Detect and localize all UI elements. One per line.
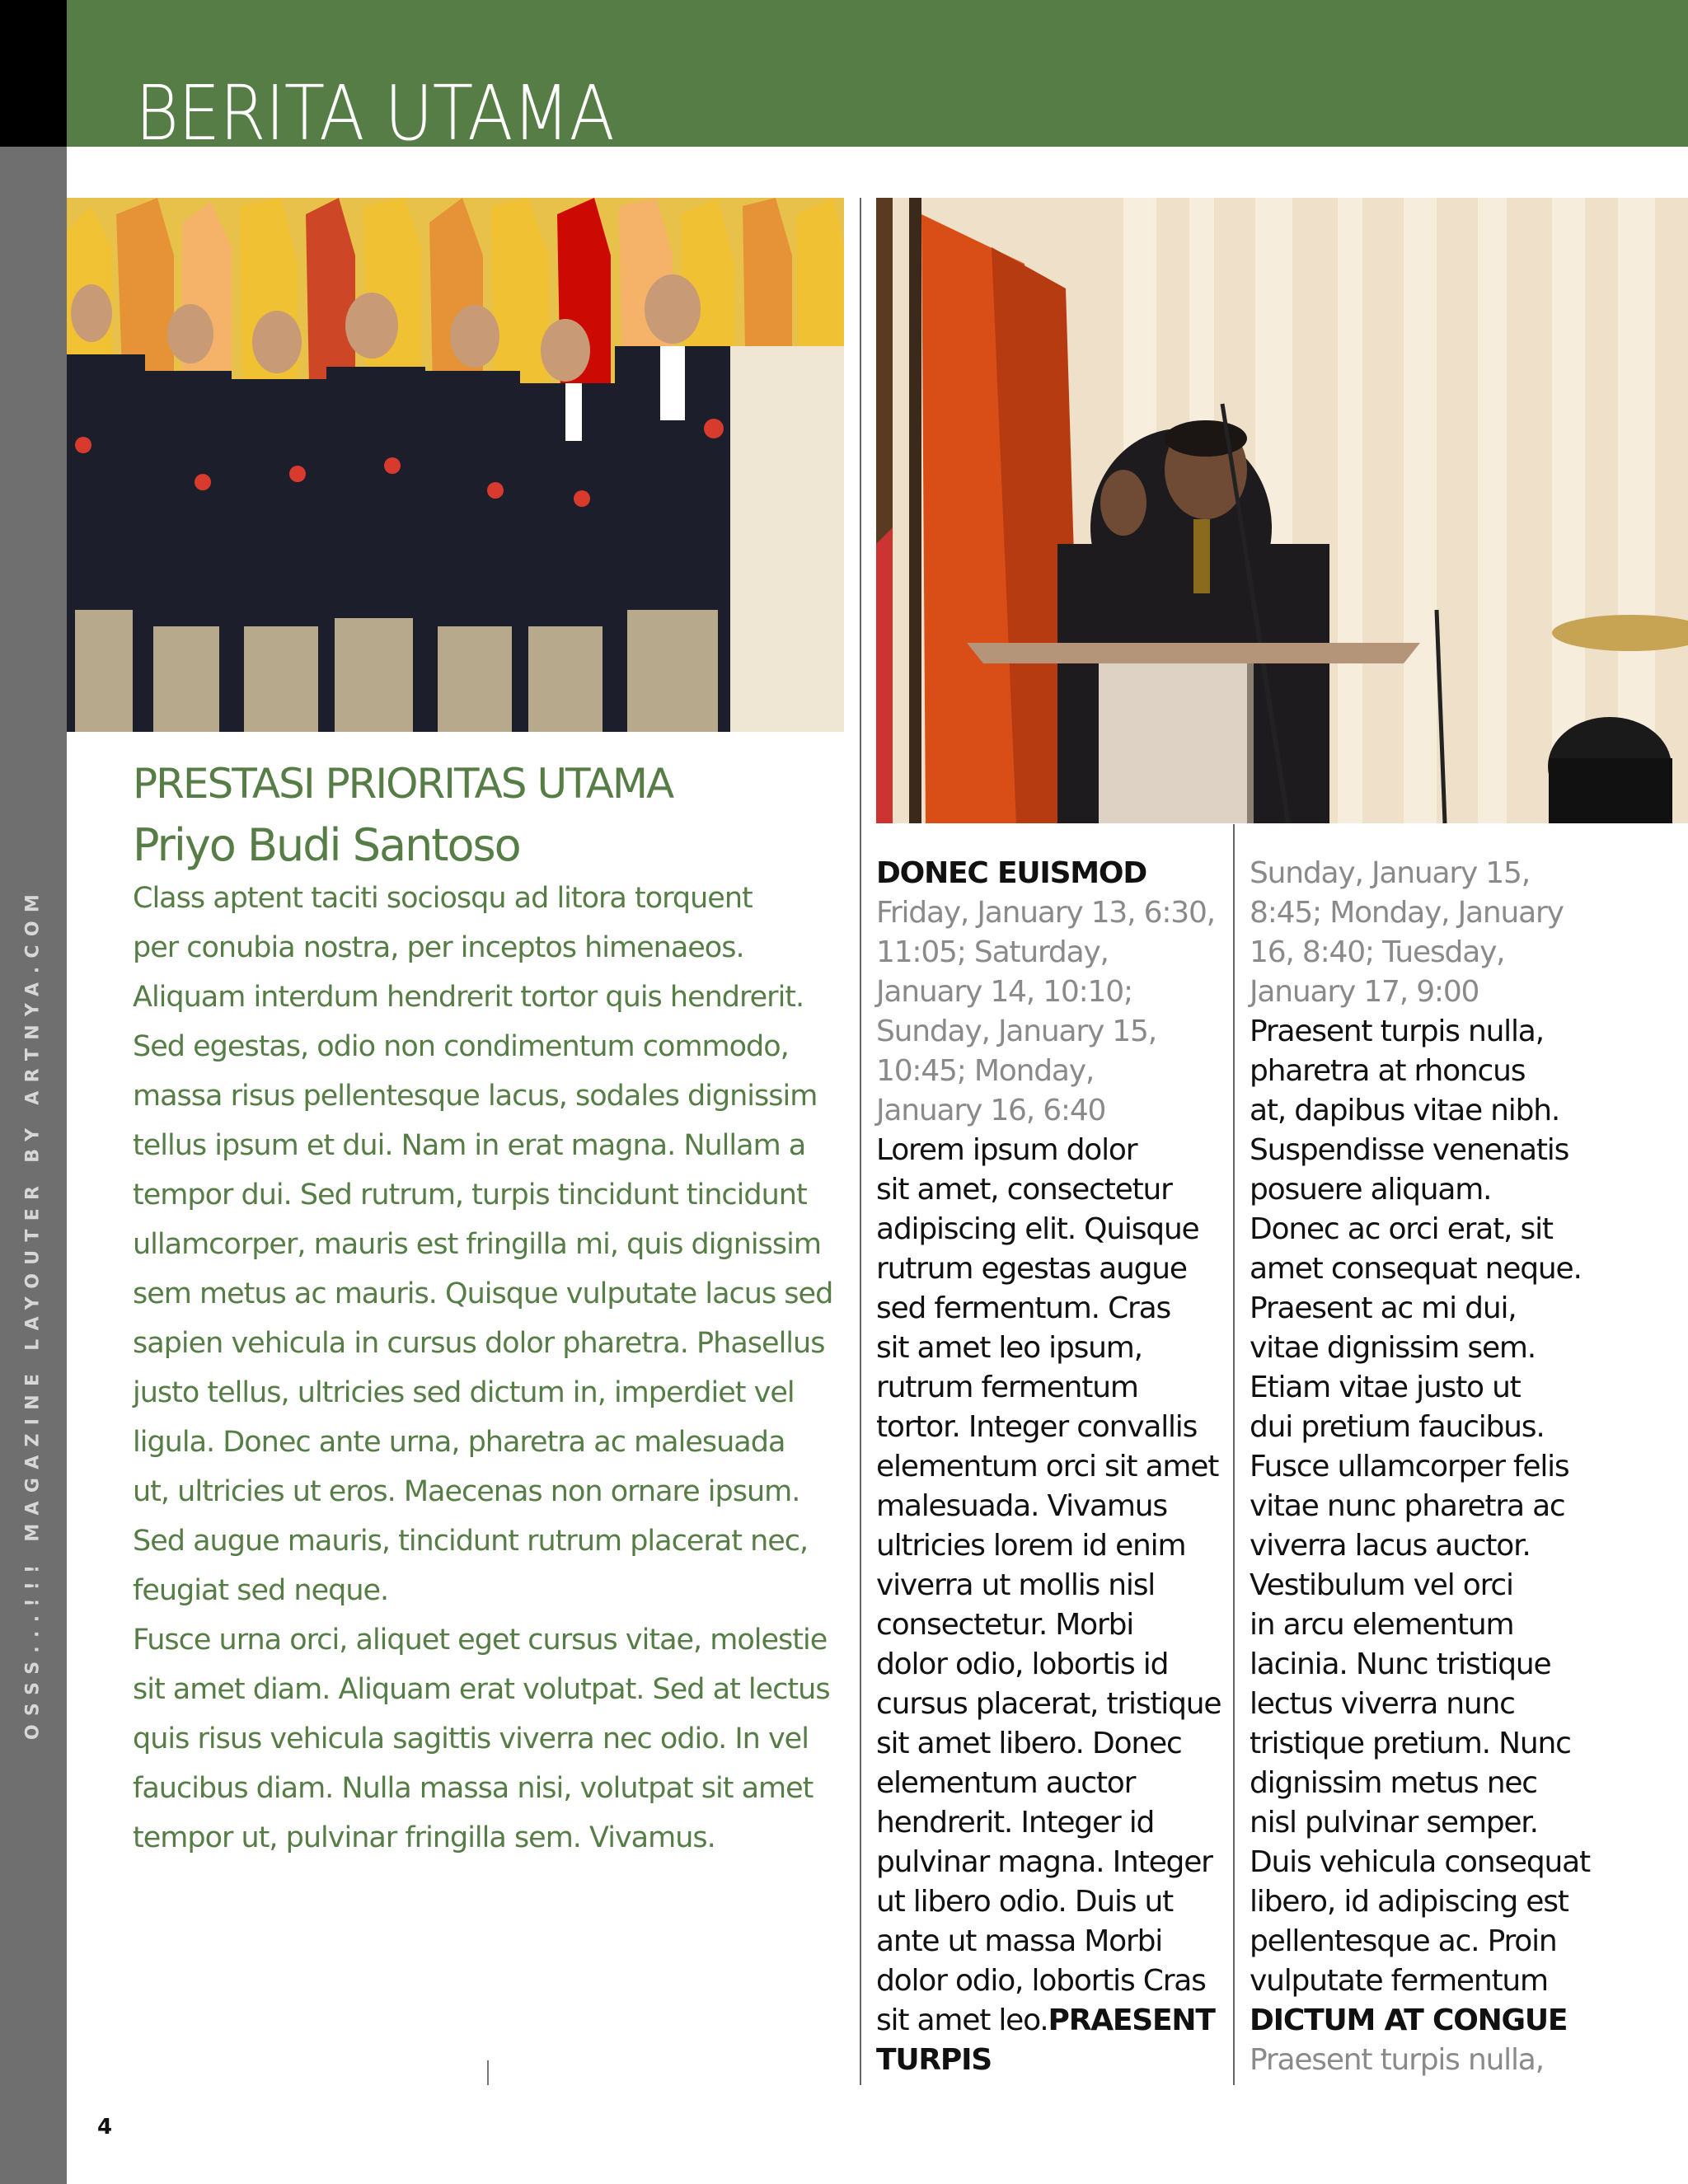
sidebar-strip bbox=[0, 147, 67, 2184]
section-title: BERITA UTAMA bbox=[135, 69, 615, 157]
column-heading: DONEC EUISMOD bbox=[876, 856, 1147, 890]
black-corner-block bbox=[0, 0, 67, 147]
column-body: Praesent turpis nulla, pharetra at rhoncus at, dapibus vitae nibh. Suspendisse venenatis posuere aliquam. Donec ac orci erat, sit amet consequat neque. Praesent ac mi dui, vitae dignissim sem. Etiam vitae justo ut dui pretium faucibus. Fusce ullamcorper felis vitae nunc pharetra ac viverra lacus auctor. Vestibulum vel orci in arcu elementum lacinia. Nunc tristique lectus viverra nunc tristique pretium. Nunc dignissim metus nec nisl pulvinar semper. Duis vehicula consequat libero, id adipiscing est pellentesque ac. Proin vulputate fermentum bbox=[1250, 1015, 1590, 1998]
column-divider-left bbox=[860, 198, 861, 2085]
column-divider-right bbox=[1233, 824, 1235, 2085]
teaser-text: Praesent turpis nulla, bbox=[1250, 2043, 1544, 2077]
article-body bbox=[133, 874, 850, 1863]
column-subheading: PRAESENT TURPIS bbox=[876, 2004, 1215, 2077]
column-body: Lorem ipsum dolor sit amet, consectetur adipiscing elit. Quisque rutrum egestas augue sed fermentum. Cras sit amet leo ipsum, rutrum fermentum tortor. Integer convallis elementum orci sit amet malesuada. Vivamus ultricies lorem id enim viverra ut mollis nisl consectetur. Morbi dolor odio, lobortis id cursus placerat, tristique sit amet libero. Donec elementum auctor hendrerit. Integer id pulvinar magna. Integer ut libero odio. Duis ut ante ut massa Morbi dolor odio, lobortis Cras sit amet leo. bbox=[876, 1133, 1221, 2037]
sidebar-credit: OSSS...!!! MAGAZINE LAYOUTER BY ARTNYA.COM bbox=[22, 885, 44, 1741]
article-byline: Priyo Budi Santoso bbox=[133, 819, 520, 871]
page-number: 4 bbox=[97, 2115, 113, 2139]
article-paragraph: Fusce urna orci, aliquet eget cursus vitae, molestie sit amet diam. Aliquam erat volutpat. Sed at lectus quis risus vehicula sagittis viverra nec odio. In vel faucibus diam. Nulla massa nisi, volutpat sit amet tempor ut, pulvinar fringilla sem. Vivamus. bbox=[133, 1624, 830, 1854]
column-subheading: DICTUM AT CONGUE bbox=[1250, 2004, 1568, 2037]
speaker-photo bbox=[876, 198, 1688, 823]
group-photo bbox=[67, 198, 844, 732]
divider-tick bbox=[487, 2060, 489, 2085]
schedule-text: Sunday, January 15, 8:45; Monday, January 16, 8:40; Tuesday, January 17, 9:00 bbox=[1250, 856, 1564, 1009]
schedule-text: Friday, January 13, 6:30, 11:05; Saturday, January 14, 10:10; Sunday, January 15, 10:45; Monday, January 16, 6:40 bbox=[876, 896, 1215, 1127]
right-column bbox=[1250, 854, 1606, 2080]
article-headline: PRESTASI PRIORITAS UTAMA bbox=[133, 760, 673, 808]
middle-column bbox=[876, 854, 1231, 2080]
article-paragraph: Class aptent taciti sociosqu ad litora torquent per conubia nostra, per inceptos himenaeos. Aliquam interdum hendrerit tortor quis hendrerit. Sed egestas, odio non condimentum commodo, massa risus pellentesque lacus, sodales dignissim tellus ipsum et dui. Nam in erat magna. Nullam a tempor dui. Sed rutrum, turpis tincidunt tincidunt ullamcorper, mauris est fringilla mi, quis dignissim sem metus ac mauris. Quisque vulputate lacus sed sapien vehicula in cursus dolor pharetra. Phasellus justo tellus, ultricies sed dictum in, imperdiet vel ligula. Donec ante urna, pharetra ac malesuada ut, ultricies ut eros. Maecenas non ornare ipsum. Sed augue mauris, tincidunt rutrum placerat nec, feugiat sed neque. bbox=[133, 882, 833, 1607]
